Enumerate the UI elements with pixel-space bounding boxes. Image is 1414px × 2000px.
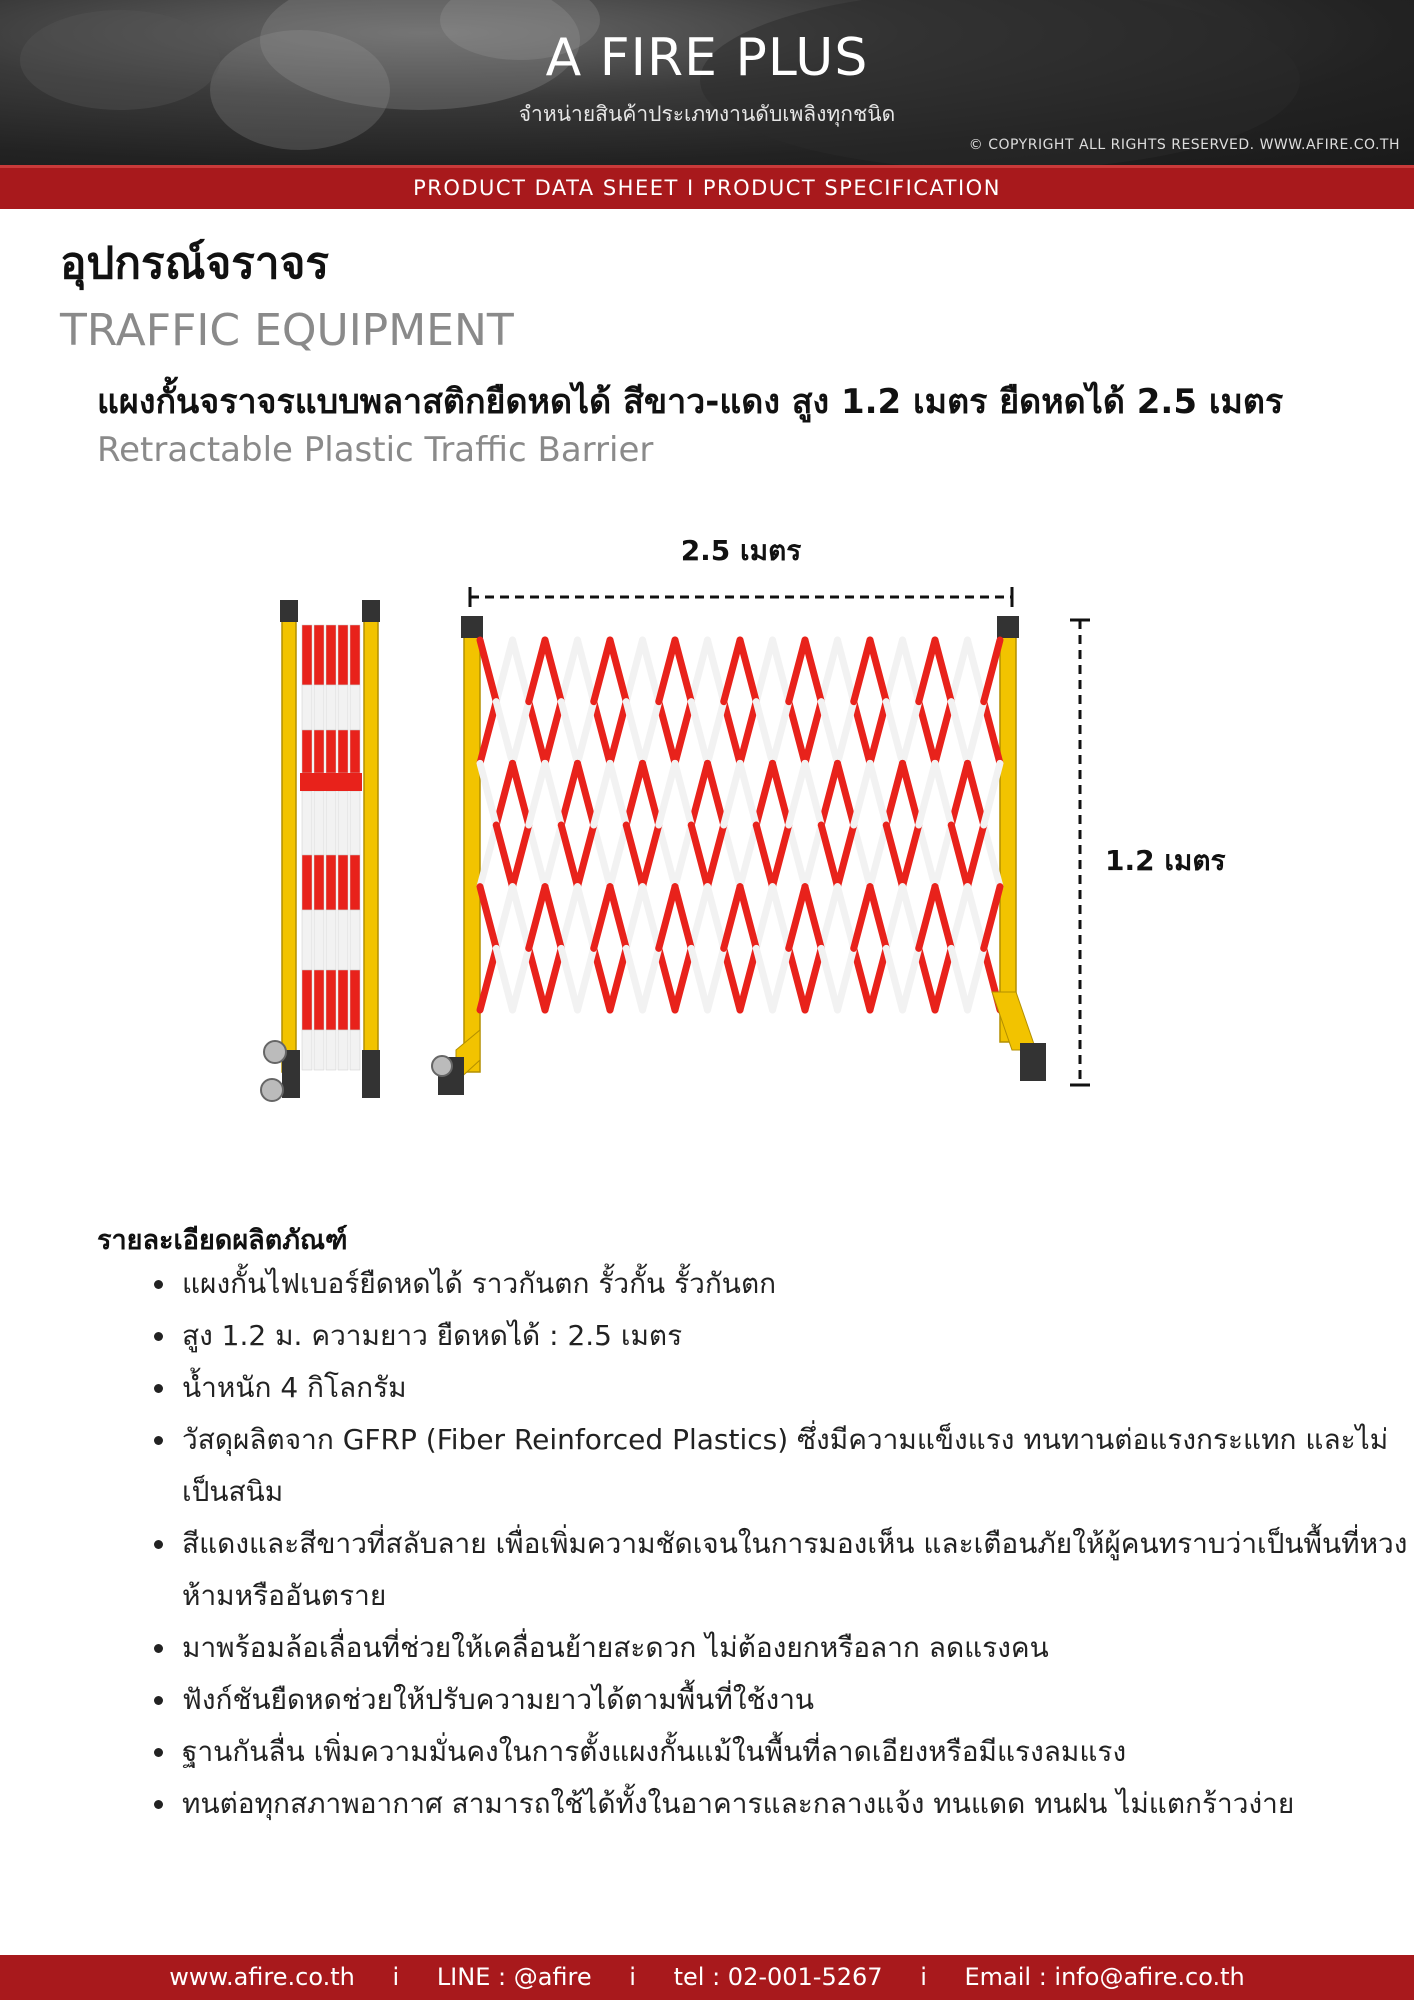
lattice-bar: [870, 825, 886, 887]
list-item: • ฐานกันลื่น เพิ่มความมั่นคงในการตั้งแผงกั้นแม้ในพื้นที่ลาดเอียงหรือมีแรงลมแรง: [178, 1726, 1408, 1778]
lattice-bar: [610, 640, 626, 702]
lattice-bar: [886, 640, 902, 702]
list-item: • สูง 1.2 ม. ความยาว ยืดหดได้ : 2.5 เมตร: [178, 1310, 1408, 1362]
lattice-bar: [659, 825, 675, 887]
lattice-bar: [561, 702, 577, 764]
lattice-bar: [724, 948, 740, 1010]
lattice-bar: [708, 825, 724, 887]
lattice-bar: [951, 825, 967, 887]
lattice-bar: [675, 887, 691, 949]
lattice-bar: [821, 702, 837, 764]
lattice-bar: [903, 948, 919, 1010]
lattice-bar: [480, 887, 496, 949]
folded-barrier: [261, 600, 380, 1101]
folded-stripe: [302, 685, 312, 730]
lattice-bar: [675, 825, 691, 887]
lattice-bar: [854, 948, 870, 1010]
height-label: 1.2 เมตร: [1105, 844, 1226, 877]
lattice-bar: [578, 948, 594, 1010]
lattice-bar: [805, 825, 821, 887]
height-dimension: [1070, 620, 1090, 1085]
lattice-bar: [919, 948, 935, 1010]
lattice-bar: [708, 887, 724, 949]
lattice-bar: [724, 640, 740, 702]
folded-stripe: [338, 791, 348, 855]
folded-stripe: [326, 970, 336, 1030]
lattice-bar: [773, 825, 789, 887]
lattice-bar: [480, 702, 496, 764]
category-title-thai: อุปกรณ์จราจร: [60, 238, 329, 289]
folded-stripe: [326, 625, 336, 685]
datasheet-banner: [0, 165, 1414, 209]
lattice-bar: [821, 948, 837, 1010]
lattice-bar: [968, 948, 984, 1010]
lattice-bar: [545, 887, 561, 949]
lattice-bar: [870, 702, 886, 764]
lattice-bar: [708, 640, 724, 702]
folded-stripe: [326, 910, 336, 970]
lattice-bar: [691, 825, 707, 887]
lattice-bar: [773, 702, 789, 764]
folded-stripe: [338, 855, 348, 910]
folded-stripe: [350, 855, 360, 910]
copyright-notice: © COPYRIGHT ALL RIGHTS RESERVED. WWW.AFIRE.CO.TH: [968, 137, 1400, 153]
lattice-bar: [496, 948, 512, 1010]
lattice-bar: [643, 702, 659, 764]
lattice-bar: [594, 948, 610, 1010]
lattice-bar: [740, 887, 756, 949]
lattice-bar: [951, 763, 967, 825]
lattice-bar: [903, 702, 919, 764]
lattice-bar: [724, 763, 740, 825]
lattice-bar: [789, 948, 805, 1010]
lattice-bar: [789, 640, 805, 702]
lattice-bar: [838, 702, 854, 764]
lattice-bar: [626, 640, 642, 702]
lattice-bar: [789, 763, 805, 825]
lattice-bar: [821, 825, 837, 887]
list-item: • ฟังก์ชันยืดหดช่วยให้ปรับความยาวได้ตามพื้นที่ใช้งาน: [178, 1674, 1408, 1726]
lattice-bar: [529, 825, 545, 887]
lattice-bar: [789, 887, 805, 949]
lattice-bar: [691, 702, 707, 764]
lattice-bar: [545, 763, 561, 825]
lattice-bar: [854, 763, 870, 825]
lattice-bar: [513, 948, 529, 1010]
lattice-bar: [594, 763, 610, 825]
folded-stripe: [302, 970, 312, 1030]
lattice-bar: [854, 702, 870, 764]
lattice-bar: [821, 640, 837, 702]
lattice-bar: [951, 948, 967, 1010]
lattice-bar: [756, 948, 772, 1010]
lattice-bar: [659, 948, 675, 1010]
list-item: • สีแดงและสีขาวที่สลับลาย เพื่อเพิ่มความชัดเจนในการมองเห็น และเตือนภัยให้ผู้คนทราบว่าเป็นพื้นที่หวงห้ามหรืออันตราย: [178, 1518, 1408, 1622]
category-title-english: TRAFFIC EQUIPMENT: [60, 305, 514, 356]
lattice-bar: [773, 948, 789, 1010]
lattice-bar: [968, 702, 984, 764]
list-item: • ทนต่อทุกสภาพอากาศ สามารถใช้ได้ทั้งในอาคารและกลางแจ้ง ทนแดด ทนฝน ไม่แตกร้าวง่าย: [178, 1778, 1408, 1830]
folded-stripe: [350, 970, 360, 1030]
lattice-bar: [870, 948, 886, 1010]
footer-contact-bar: [0, 1955, 1414, 2000]
lattice-bar: [805, 948, 821, 1010]
lattice-bar: [643, 825, 659, 887]
details-list: [140, 1258, 1408, 1830]
lattice-bar: [659, 702, 675, 764]
lattice-bar: [886, 887, 902, 949]
lattice-bar: [708, 702, 724, 764]
lattice-bar: [561, 825, 577, 887]
lattice-bar: [756, 763, 772, 825]
lattice-bar: [691, 763, 707, 825]
lattice-bar: [805, 887, 821, 949]
lattice-bar: [838, 887, 854, 949]
lattice-bar: [496, 887, 512, 949]
lattice-bar: [756, 640, 772, 702]
lattice-bar: [626, 948, 642, 1010]
lattice-bar: [870, 887, 886, 949]
lattice-bar: [854, 825, 870, 887]
folded-stripe: [302, 730, 312, 773]
lattice-bar: [903, 640, 919, 702]
folded-stripe: [338, 730, 348, 773]
folded-stripe: [302, 855, 312, 910]
lattice-bar: [545, 825, 561, 887]
lattice-bar: [691, 887, 707, 949]
lattice-bar: [496, 825, 512, 887]
lattice-bar: [935, 887, 951, 949]
lattice-bar: [708, 948, 724, 1010]
lattice-bar: [496, 640, 512, 702]
lattice-bar: [886, 763, 902, 825]
lattice-bar: [610, 702, 626, 764]
folded-stripe: [350, 791, 360, 855]
list-item: • มาพร้อมล้อเลื่อนที่ช่วยให้เคลื่อนย้ายสะดวก ไม่ต้องยกหรือลาก ลดแรงคน: [178, 1622, 1408, 1674]
lattice-bar: [919, 640, 935, 702]
folded-stripe: [338, 1030, 348, 1070]
lattice-bar: [968, 640, 984, 702]
lattice-bar: [935, 763, 951, 825]
footer-website-link[interactable]: www.afire.co.th: [169, 1963, 355, 1991]
header-banner: [0, 0, 1414, 165]
lattice-bar: [935, 640, 951, 702]
folded-stripe: [314, 855, 324, 910]
lattice-bar: [513, 763, 529, 825]
footer-separator: i: [629, 1963, 636, 1991]
lattice-bar: [496, 763, 512, 825]
lattice-bar: [691, 640, 707, 702]
lattice-bar: [675, 763, 691, 825]
lattice-bar: [529, 763, 545, 825]
folded-stripe: [326, 791, 336, 855]
folded-stripe: [302, 1030, 312, 1070]
barrier-illustration: [230, 530, 1230, 1150]
footer-separator: i: [392, 1963, 400, 1991]
footer-telephone[interactable]: tel : 02-001-5267: [673, 1963, 883, 1991]
lattice-bar: [594, 640, 610, 702]
lattice-bar: [805, 763, 821, 825]
folded-stripe: [350, 685, 360, 730]
lattice-bar: [529, 640, 545, 702]
lattice-bar: [821, 763, 837, 825]
lattice-bar: [870, 640, 886, 702]
lattice-bar: [594, 702, 610, 764]
folded-stripe: [350, 625, 360, 685]
list-item: • แผงกั้นไฟเบอร์ยืดหดได้ ราวกันตก รั้วกั้น รั้วกันตก: [178, 1258, 1408, 1310]
lattice-bar: [643, 948, 659, 1010]
footer-line-id[interactable]: LINE : @afire: [436, 1963, 592, 1991]
folded-stripe: [350, 730, 360, 773]
lattice-bar: [805, 640, 821, 702]
lattice-bar: [643, 763, 659, 825]
lattice-bar: [838, 640, 854, 702]
lattice-bar: [740, 702, 756, 764]
lattice-bar: [805, 702, 821, 764]
lattice-bar: [675, 640, 691, 702]
lattice-bar: [854, 640, 870, 702]
lattice-bar: [756, 825, 772, 887]
lattice-bar: [610, 763, 626, 825]
lattice-bar: [594, 825, 610, 887]
lattice-bar: [968, 825, 984, 887]
lattice-bar: [756, 887, 772, 949]
lattice-bar: [821, 887, 837, 949]
lattice-bar: [545, 640, 561, 702]
lattice-bar: [886, 825, 902, 887]
lattice-bar: [659, 640, 675, 702]
lattice-bar: [724, 887, 740, 949]
lattice-bar: [838, 825, 854, 887]
lattice-bar: [480, 825, 496, 887]
lattice-bar: [935, 702, 951, 764]
lattice-bar: [903, 763, 919, 825]
lattice-bar: [578, 887, 594, 949]
lattice-bar: [561, 763, 577, 825]
lattice-bar: [594, 887, 610, 949]
lattice-bar: [626, 887, 642, 949]
lattice-bar: [935, 825, 951, 887]
lattice-bar: [740, 763, 756, 825]
folded-stripe: [350, 910, 360, 970]
folded-stripe: [326, 730, 336, 773]
details-title: รายละเอียดผลิตภัณฑ์: [97, 1225, 348, 1256]
lattice-bar: [529, 948, 545, 1010]
product-title-thai: แผงกั้นจราจรแบบพลาสติกยืดหดได้ สีขาว-แดง สูง 1.2 เมตร ยืดหดได้ 2.5 เมตร: [97, 382, 1284, 422]
lattice-bar: [951, 887, 967, 949]
lattice-bar: [610, 948, 626, 1010]
lattice-bar: [480, 763, 496, 825]
lattice-bar: [789, 702, 805, 764]
list-item: • วัสดุผลิตจาก GFRP (Fiber Reinforced Plastics) ซึ่งมีความแข็งแรง ทนทานต่อแรงกระแทก และไม่เป็นสนิม: [178, 1414, 1408, 1518]
lattice-bar: [675, 702, 691, 764]
footer-email-link[interactable]: Email : info@afire.co.th: [964, 1963, 1245, 1991]
folded-stripe: [338, 910, 348, 970]
lattice-bar: [789, 825, 805, 887]
lattice-bar: [740, 640, 756, 702]
lattice-bar: [610, 887, 626, 949]
folded-stripe: [314, 791, 324, 855]
lattice-bar: [545, 948, 561, 1010]
folded-stripe: [302, 910, 312, 970]
folded-stripe: [314, 730, 324, 773]
lattice-bar: [838, 763, 854, 825]
product-title-english: Retractable Plastic Traffic Barrier: [97, 430, 654, 470]
lattice-bar: [984, 702, 1000, 764]
lattice-bar: [740, 948, 756, 1010]
lattice-bar: [984, 887, 1000, 949]
lattice-bar: [968, 887, 984, 949]
lattice-bar: [984, 640, 1000, 702]
width-label: 2.5 เมตร: [680, 534, 802, 567]
lattice-bar: [480, 640, 496, 702]
lattice-bar: [984, 825, 1000, 887]
brand-title: A FIRE PLUS: [545, 28, 869, 88]
lattice-bar: [838, 948, 854, 1010]
folded-stripe: [326, 855, 336, 910]
lattice-bar: [740, 825, 756, 887]
lattice-bar: [773, 640, 789, 702]
folded-stripe: [314, 910, 324, 970]
footer-separator: i: [920, 1963, 927, 1991]
lattice-bar: [513, 702, 529, 764]
lattice-bar: [756, 702, 772, 764]
lattice-bar: [919, 887, 935, 949]
lattice-bar: [659, 763, 675, 825]
folded-stripe: [338, 685, 348, 730]
lattice-bar: [578, 763, 594, 825]
lattice-bar: [951, 702, 967, 764]
folded-stripe: [326, 685, 336, 730]
lattice-bar: [886, 702, 902, 764]
lattice-bar: [886, 948, 902, 1010]
lattice-bar: [659, 887, 675, 949]
list-item: • น้ำหนัก 4 กิโลกรัม: [178, 1362, 1408, 1414]
lattice-bar: [513, 640, 529, 702]
lattice-bar: [529, 887, 545, 949]
lattice-bar: [496, 702, 512, 764]
lattice-bar: [854, 887, 870, 949]
lattice-bar: [675, 948, 691, 1010]
folded-stripe: [350, 1030, 360, 1070]
lattice-bar: [545, 702, 561, 764]
lattice-bar: [919, 825, 935, 887]
lattice-bar: [968, 763, 984, 825]
folded-stripe: [302, 791, 312, 855]
lattice-bar: [708, 763, 724, 825]
lattice-bar: [919, 702, 935, 764]
folded-stripe: [326, 1030, 336, 1070]
lattice-bar: [578, 825, 594, 887]
lattice-bar: [691, 948, 707, 1010]
lattice-bar: [935, 948, 951, 1010]
lattice-bar: [626, 702, 642, 764]
lattice-bar: [513, 887, 529, 949]
lattice-bar: [870, 763, 886, 825]
lattice-bar: [561, 640, 577, 702]
folded-stripe: [314, 685, 324, 730]
lattice-bar: [773, 763, 789, 825]
width-dimension: [470, 587, 1012, 607]
lattice-bar: [903, 887, 919, 949]
folded-stripe: [314, 625, 324, 685]
lattice-bar: [773, 887, 789, 949]
lattice-bar: [561, 948, 577, 1010]
lattice-bar: [610, 825, 626, 887]
brand-subtitle: จำหน่ายสินค้าประเภทงานดับเพลิงทุกชนิด: [518, 102, 896, 126]
folded-stripe: [338, 625, 348, 685]
lattice-bar: [480, 948, 496, 1010]
lattice-bar: [724, 702, 740, 764]
lattice-bar: [513, 825, 529, 887]
lattice-bar: [643, 887, 659, 949]
folded-stripe: [338, 970, 348, 1030]
folded-stripe: [314, 1030, 324, 1070]
folded-stripe: [302, 625, 312, 685]
lattice-bar: [529, 702, 545, 764]
lattice-bar: [626, 825, 642, 887]
datasheet-banner-text: PRODUCT DATA SHEET I PRODUCT SPECIFICATION: [413, 176, 1001, 200]
folded-stripe: [314, 970, 324, 1030]
lattice-bar: [561, 887, 577, 949]
lattice-bar: [903, 825, 919, 887]
lattice-bar: [984, 763, 1000, 825]
lattice-bar: [724, 825, 740, 887]
extended-barrier: [432, 616, 1046, 1095]
lattice-bar: [643, 640, 659, 702]
lattice-bar: [919, 763, 935, 825]
lattice-bar: [951, 640, 967, 702]
lattice-bar: [578, 640, 594, 702]
lattice-bar: [626, 763, 642, 825]
lattice-bar: [578, 702, 594, 764]
